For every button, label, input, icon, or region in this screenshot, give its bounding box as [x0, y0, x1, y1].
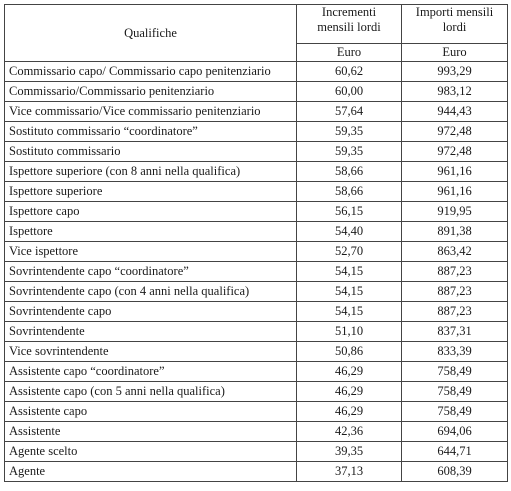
table-row — [5, 302, 508, 322]
incremento-cell: 58,66 — [297, 182, 402, 202]
importo-cell: 758,49 — [402, 362, 508, 382]
incremento-cell: 54,15 — [297, 262, 402, 282]
incremento-cell: 54,15 — [297, 302, 402, 322]
table-row — [5, 402, 508, 422]
header-importi — [402, 5, 508, 44]
header-importi-line2: lordi — [442, 20, 467, 34]
incremento-cell: 54,15 — [297, 282, 402, 302]
importo-cell: 961,16 — [402, 162, 508, 182]
header-row — [5, 5, 508, 44]
importo-cell: 993,29 — [402, 62, 508, 82]
table-row — [5, 342, 508, 362]
incremento-cell: 50,86 — [297, 342, 402, 362]
incremento-cell: 57,64 — [297, 102, 402, 122]
table-row — [5, 62, 508, 82]
table-row — [5, 382, 508, 402]
importo-cell: 887,23 — [402, 302, 508, 322]
importo-cell: 833,39 — [402, 342, 508, 362]
importo-cell: 887,23 — [402, 262, 508, 282]
incremento-cell: 42,36 — [297, 422, 402, 442]
table-row — [5, 102, 508, 122]
incremento-cell: 58,66 — [297, 162, 402, 182]
incremento-cell: 60,00 — [297, 82, 402, 102]
qualifica-cell: Commissario capo/ Commissario capo penitenziario — [5, 62, 297, 82]
incremento-cell: 46,29 — [297, 382, 402, 402]
importo-cell: 863,42 — [402, 242, 508, 262]
incremento-cell: 60,62 — [297, 62, 402, 82]
table-row — [5, 162, 508, 182]
table-body — [5, 62, 508, 482]
table-row — [5, 262, 508, 282]
qualifica-cell: Vice ispettore — [5, 242, 297, 262]
qualifica-cell: Agente — [5, 462, 297, 482]
incremento-cell: 56,15 — [297, 202, 402, 222]
qualifica-cell: Sovrintendente capo — [5, 302, 297, 322]
importo-cell: 758,49 — [402, 402, 508, 422]
importo-cell: 983,12 — [402, 82, 508, 102]
incremento-cell: 46,29 — [297, 402, 402, 422]
header-qualifiche: Qualifiche — [5, 5, 297, 62]
table-row — [5, 362, 508, 382]
importo-cell: 919,95 — [402, 202, 508, 222]
incremento-cell: 59,35 — [297, 122, 402, 142]
qualifica-cell: Assistente capo (con 5 anni nella qualifica) — [5, 382, 297, 402]
qualifica-cell: Ispettore — [5, 222, 297, 242]
qualifica-cell: Sostituto commissario “coordinatore” — [5, 122, 297, 142]
incremento-cell: 39,35 — [297, 442, 402, 462]
importo-cell: 758,49 — [402, 382, 508, 402]
importo-cell: 891,38 — [402, 222, 508, 242]
incremento-cell: 54,40 — [297, 222, 402, 242]
header-incrementi — [297, 5, 402, 44]
table-row — [5, 122, 508, 142]
table-row — [5, 182, 508, 202]
qualifica-cell: Vice commissario/Vice commissario penitenziario — [5, 102, 297, 122]
importo-cell: 961,16 — [402, 182, 508, 202]
importo-cell: 694,06 — [402, 422, 508, 442]
table-row — [5, 202, 508, 222]
importo-cell: 887,23 — [402, 282, 508, 302]
qualifica-cell: Ispettore superiore (con 8 anni nella qualifica) — [5, 162, 297, 182]
qualifica-cell: Assistente — [5, 422, 297, 442]
qualifica-cell: Sovrintendente capo “coordinatore” — [5, 262, 297, 282]
importo-cell: 608,39 — [402, 462, 508, 482]
table-row — [5, 242, 508, 262]
importo-cell: 972,48 — [402, 142, 508, 162]
qualifica-cell: Assistente capo — [5, 402, 297, 422]
importo-cell: 837,31 — [402, 322, 508, 342]
table-header — [5, 5, 508, 62]
incremento-cell: 37,13 — [297, 462, 402, 482]
table-row — [5, 322, 508, 342]
header-incrementi-line2: mensili lordi — [317, 20, 381, 34]
unit-importi: Euro — [402, 44, 508, 62]
table-row — [5, 442, 508, 462]
table-row — [5, 422, 508, 442]
qualifica-cell: Sostituto commissario — [5, 142, 297, 162]
table-row — [5, 142, 508, 162]
table-row — [5, 282, 508, 302]
importo-cell: 972,48 — [402, 122, 508, 142]
table-row — [5, 222, 508, 242]
incremento-cell: 51,10 — [297, 322, 402, 342]
qualifica-cell: Agente scelto — [5, 442, 297, 462]
incremento-cell: 46,29 — [297, 362, 402, 382]
qualifica-cell: Sovrintendente — [5, 322, 297, 342]
incremento-cell: 59,35 — [297, 142, 402, 162]
header-importi-line1: Importi mensili — [415, 5, 494, 19]
qualifica-cell: Ispettore superiore — [5, 182, 297, 202]
salary-table — [4, 4, 508, 482]
importo-cell: 944,43 — [402, 102, 508, 122]
qualifica-cell: Assistente capo “coordinatore” — [5, 362, 297, 382]
importo-cell: 644,71 — [402, 442, 508, 462]
table-row — [5, 82, 508, 102]
qualifica-cell: Vice sovrintendente — [5, 342, 297, 362]
header-incrementi-line1: Incrementi — [321, 5, 377, 19]
incremento-cell: 52,70 — [297, 242, 402, 262]
unit-incrementi: Euro — [297, 44, 402, 62]
qualifica-cell: Ispettore capo — [5, 202, 297, 222]
qualifica-cell: Commissario/Commissario penitenziario — [5, 82, 297, 102]
qualifica-cell: Sovrintendente capo (con 4 anni nella qualifica) — [5, 282, 297, 302]
table-row — [5, 462, 508, 482]
